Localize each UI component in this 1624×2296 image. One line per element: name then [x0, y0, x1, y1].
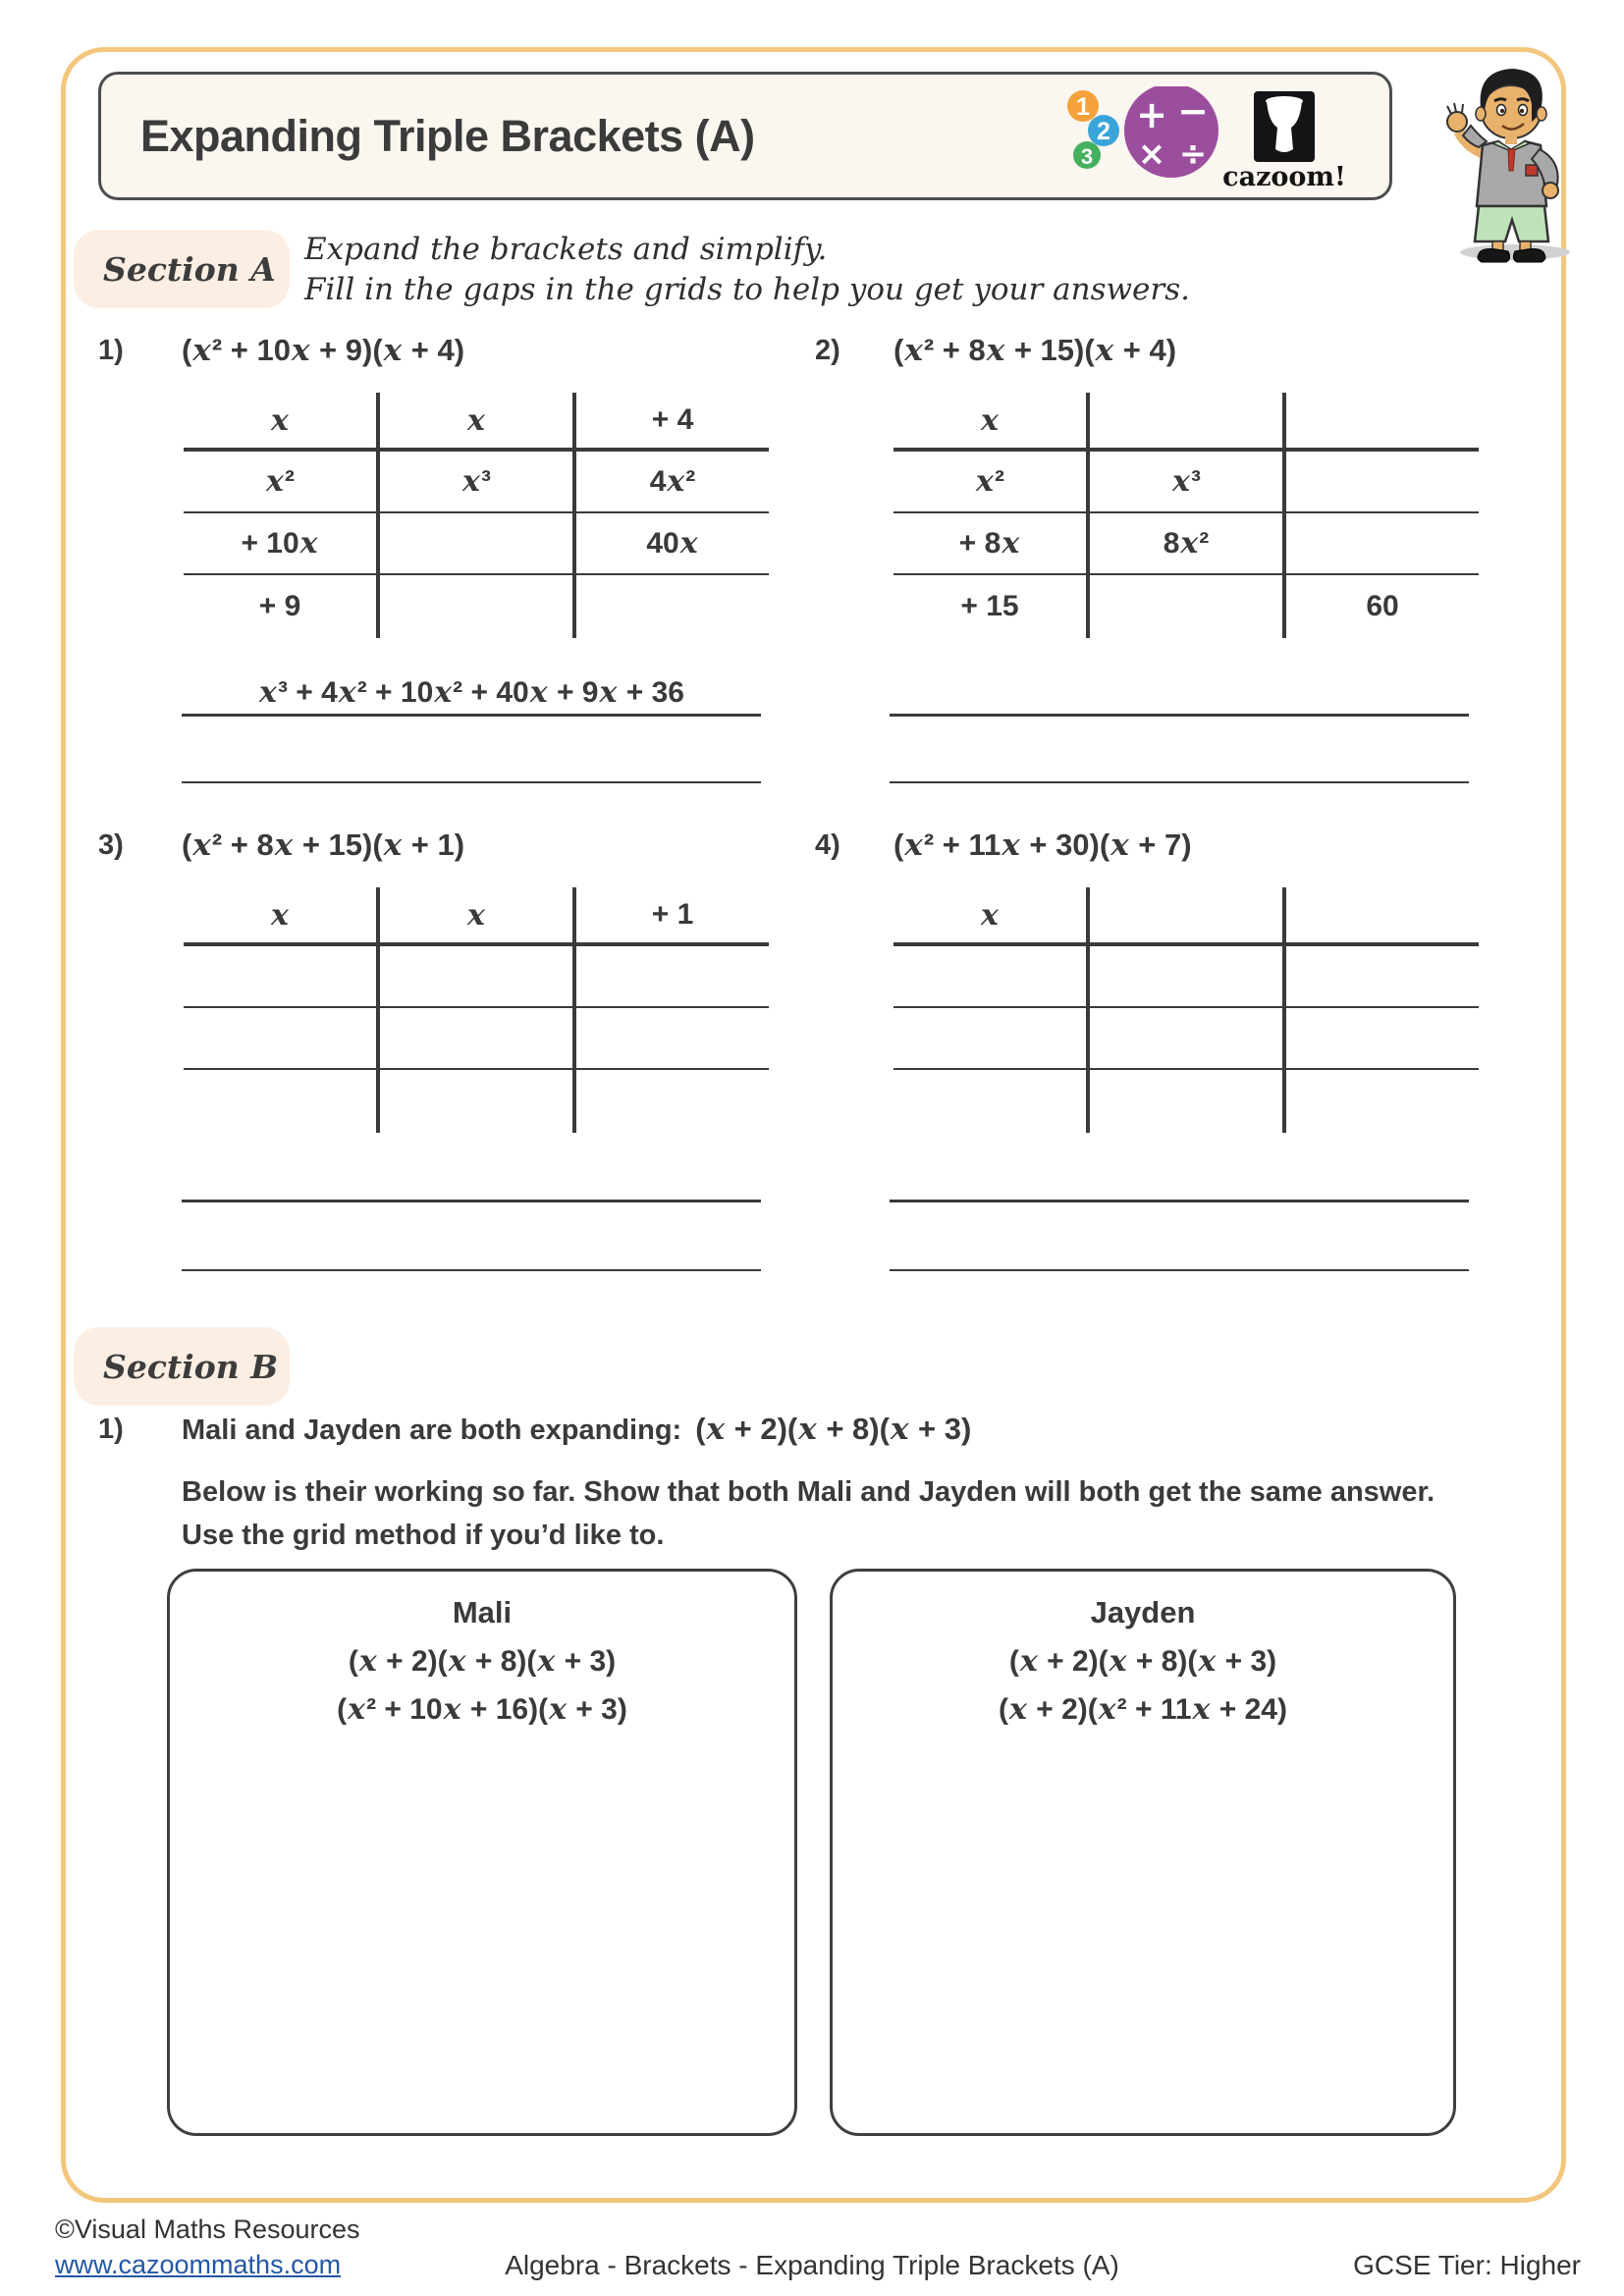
section-b-intro-text: Mali and Jayden are both expanding: — [182, 1415, 682, 1446]
svg-text:×: × — [1137, 134, 1166, 174]
grid-product-cell[interactable] — [378, 1007, 574, 1069]
grid-col-header[interactable] — [1284, 887, 1479, 944]
grid-col-header[interactable] — [1088, 887, 1284, 944]
svg-text:−: − — [1177, 89, 1209, 133]
problem-3-number: 3) — [98, 829, 124, 861]
problem-1-answer-line-2[interactable] — [182, 747, 761, 783]
logo-number-3: 3 — [1080, 144, 1094, 169]
problem-4-expression: (x² + 11x + 30)(x + 7) — [893, 828, 1192, 863]
footer-tier: GCSE Tier: Higher — [1353, 2250, 1581, 2280]
grid-product-cell[interactable] — [378, 944, 574, 1007]
footer-category: Algebra - Brackets - Expanding Triple Brackets (A) — [505, 2250, 1119, 2280]
grid-product-cell: 60 — [1366, 590, 1399, 622]
problem-1-number: 1) — [98, 335, 124, 366]
section-a-label: Section A — [74, 230, 290, 308]
problem-3-grid — [184, 887, 769, 1133]
section-b-intro — [182, 1412, 971, 1447]
worksheet-title: Expanding Triple Brackets (A) — [140, 110, 755, 161]
grid-row-label[interactable] — [184, 1069, 378, 1133]
student-name-mali: Mali — [452, 1595, 513, 1629]
problem-2-answer-line-1[interactable] — [890, 676, 1469, 717]
grid-product-cell[interactable] — [1284, 1069, 1479, 1133]
grid-row-label[interactable] — [184, 1007, 378, 1069]
grid-row-label: x² — [184, 450, 378, 512]
section-b-intro-expression: (x + 2)(x + 8)(x + 3) — [695, 1412, 972, 1447]
problem-1-expression: (x² + 10x + 9)(x + 4) — [182, 333, 465, 368]
section-b-body — [182, 1470, 1435, 1557]
logo-number-1: 1 — [1076, 93, 1090, 121]
section-b-body-line-2: Use the grid method if you’d like to. — [182, 1520, 665, 1551]
grid-col-header: + 4 — [574, 393, 769, 450]
svg-text:+: + — [1136, 93, 1167, 136]
logo-number-2: 2 — [1097, 118, 1110, 145]
grid-row-label[interactable] — [893, 1069, 1088, 1133]
grid-product-cell[interactable] — [1284, 512, 1479, 574]
grid-product-cell: x³ — [1088, 450, 1284, 512]
svg-text:÷: ÷ — [1178, 134, 1208, 174]
problem-2-number: 2) — [815, 335, 840, 366]
jayden-working-line-2: (x + 2)(x² + 11x + 24) — [999, 1692, 1287, 1727]
problem-3-answer-line-2[interactable] — [182, 1235, 761, 1271]
problem-4-grid — [893, 887, 1479, 1133]
grid-times-corner: x — [893, 887, 1088, 944]
grid-product-cell[interactable] — [1088, 574, 1284, 638]
grid-product-cell[interactable] — [574, 1069, 769, 1133]
math-operations-icon — [1124, 86, 1218, 178]
grid-product-cell[interactable] — [574, 574, 769, 638]
grid-row-label: + 9 — [184, 574, 378, 638]
grid-product-cell[interactable] — [1284, 450, 1479, 512]
grid-times-corner: x — [184, 393, 378, 450]
grid-row-label[interactable] — [893, 1007, 1088, 1069]
section-b-question-number: 1) — [98, 1414, 124, 1445]
cazoom-wordmark: cazoom! — [1222, 162, 1346, 189]
grid-product-cell[interactable] — [1088, 1007, 1284, 1069]
grid-col-header: x — [378, 887, 574, 944]
grid-product-cell: 40x — [574, 512, 769, 574]
instruction-line-2: Fill in the gaps in the grids to help you get your answers. — [304, 272, 1190, 307]
section-a-instructions — [304, 230, 1190, 310]
grid-product-cell[interactable] — [378, 574, 574, 638]
jayden-working-box[interactable] — [830, 1569, 1456, 2136]
mali-working-line-2: (x² + 10x + 16)(x + 3) — [337, 1692, 627, 1727]
website-link[interactable]: www.cazoommaths.com — [55, 2250, 342, 2279]
grid-product-cell[interactable] — [1284, 1007, 1479, 1069]
problem-2-expression: (x² + 8x + 15)(x + 4) — [893, 333, 1177, 368]
copyright-text: ©Visual Maths Resources — [55, 2215, 360, 2244]
problem-4-answer-line-2[interactable] — [890, 1235, 1469, 1271]
title-box — [98, 72, 1392, 200]
grid-row-label: + 8x — [893, 512, 1088, 574]
problem-2-answer-line-2[interactable] — [890, 747, 1469, 783]
mascot-boy-illustration — [1422, 55, 1603, 266]
grid-col-header[interactable] — [1284, 393, 1479, 450]
cazoom-logo — [1061, 86, 1356, 189]
grid-col-header: + 1 — [574, 887, 769, 944]
mali-working-box[interactable] — [167, 1569, 797, 2136]
grid-product-cell[interactable] — [378, 1069, 574, 1133]
grid-col-header[interactable] — [1088, 393, 1284, 450]
grid-product-cell[interactable] — [1088, 1069, 1284, 1133]
grid-times-corner: x — [184, 887, 378, 944]
grid-product-cell[interactable] — [378, 512, 574, 574]
student-name-jayden: Jayden — [1090, 1595, 1196, 1629]
grid-row-label[interactable] — [893, 944, 1088, 1007]
problem-1-grid — [184, 393, 769, 638]
section-b-body-line-1: Below is their working so far. Show that both Mali and Jayden will both get the same answer. — [182, 1476, 1435, 1508]
problem-2-grid — [893, 393, 1479, 638]
problem-4-answer-line-1[interactable] — [890, 1162, 1469, 1202]
problem-1-answer-line-1: x³ + 4x² + 10x² + 40x + 9x + 36 — [182, 676, 761, 717]
grid-times-corner: x — [893, 393, 1088, 450]
mali-working-line-1: (x + 2)(x + 8)(x + 3) — [348, 1644, 617, 1679]
grid-product-cell[interactable] — [574, 1007, 769, 1069]
grid-row-label: x² — [893, 450, 1088, 512]
grid-product-cell: x³ — [378, 450, 574, 512]
numbers-123-icon — [1067, 90, 1119, 169]
grid-product-cell[interactable] — [1088, 944, 1284, 1007]
grid-product-cell[interactable] — [1284, 944, 1479, 1007]
problem-4-number: 4) — [815, 829, 840, 861]
grid-product-cell: 8x² — [1088, 512, 1284, 574]
grid-row-label: + 10x — [184, 512, 378, 574]
jayden-working-line-1: (x + 2)(x + 8)(x + 3) — [1008, 1644, 1277, 1679]
grid-product-cell: 4x² — [574, 450, 769, 512]
grid-row-label: + 15 — [893, 574, 1088, 638]
cazoom-drum-icon — [1254, 91, 1315, 162]
grid-col-header: x — [378, 393, 574, 450]
problem-3-expression: (x² + 8x + 15)(x + 1) — [182, 828, 465, 863]
grid-product-cell[interactable] — [574, 944, 769, 1007]
instruction-line-1: Expand the brackets and simplify. — [304, 232, 828, 267]
section-b-label: Section B — [74, 1327, 290, 1406]
grid-row-label[interactable] — [184, 944, 378, 1007]
problem-3-answer-line-1[interactable] — [182, 1162, 761, 1202]
